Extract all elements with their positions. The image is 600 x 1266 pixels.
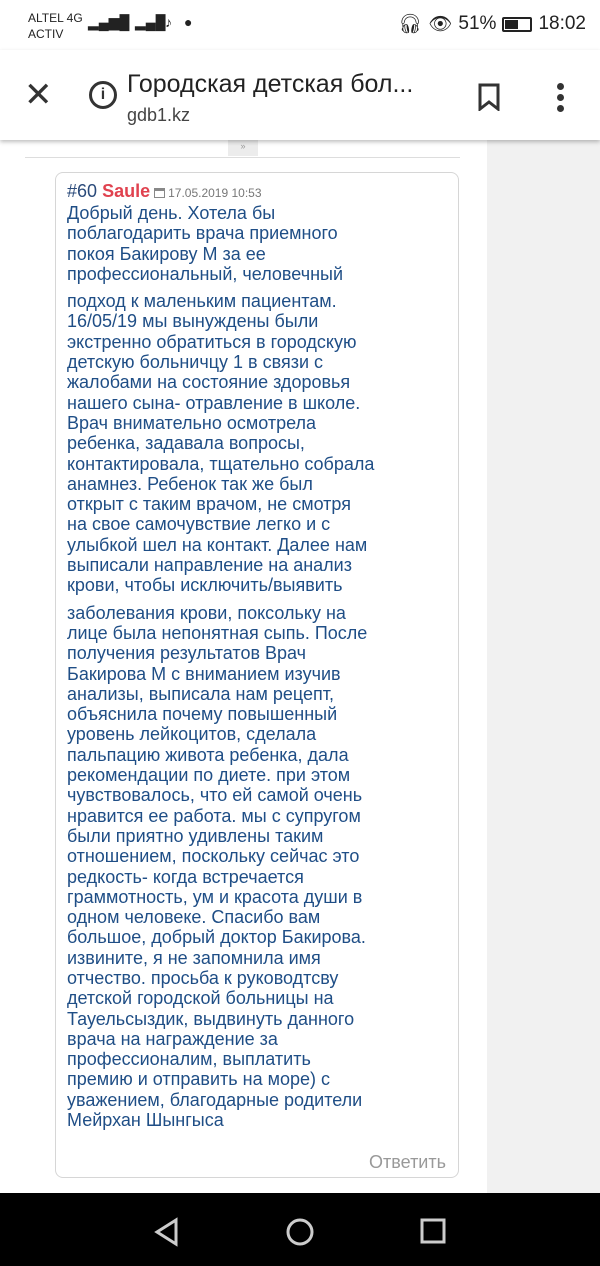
page-title: Городская детская бол... bbox=[127, 70, 414, 98]
comment-line: рекомендации по диете. при этом bbox=[67, 765, 351, 786]
comment-line: чувствовалось, что ей самой очень bbox=[67, 785, 363, 806]
comment-line: профессионалим, выплатить bbox=[67, 1049, 311, 1070]
comment-line: анамнез. Ребенок так же был bbox=[67, 473, 313, 494]
comment-line: улыбкой шел на контакт. Далее нам bbox=[67, 534, 368, 555]
comment-line: жалобами на состояние здоровья bbox=[67, 372, 351, 393]
clock: 18:02 bbox=[538, 13, 586, 34]
comment-card bbox=[55, 172, 459, 1178]
comment-line: отчество. просьба к руководтсву bbox=[67, 967, 339, 988]
close-icon[interactable]: ✕ bbox=[24, 76, 53, 114]
comment-line: уважением, благодарные родители bbox=[67, 1089, 363, 1110]
comment-line: анализы, выписала нам рецепт, bbox=[67, 683, 335, 704]
info-icon[interactable]: i bbox=[89, 81, 117, 109]
browser-toolbar bbox=[0, 50, 600, 140]
comment-line: Мейрхан Шынгыса bbox=[67, 1110, 224, 1131]
page-url: gdb1.kz bbox=[127, 105, 191, 125]
music-icon: ♪ bbox=[165, 14, 172, 30]
comment-line: подход к маленьким пациентам. bbox=[67, 291, 337, 312]
comment-line: граммотность, ум и красота души в bbox=[67, 886, 363, 907]
signal-icon: ▂▄▆█ bbox=[88, 14, 130, 30]
comment-line: 16/05/19 мы вынуждены были bbox=[67, 311, 319, 332]
headphones-icon: 🎧︎ bbox=[398, 14, 423, 35]
comment-line: ребенка, задавала вопросы, bbox=[67, 433, 305, 454]
comment-line: на свое самочувствие легко и с bbox=[67, 514, 331, 535]
comment-body bbox=[67, 203, 374, 1130]
comment-line: профессиональный, человечный bbox=[67, 263, 344, 284]
comment-line: редкость- когда встречается bbox=[67, 866, 304, 887]
comment-line: детской городской больницы на bbox=[67, 988, 334, 1009]
battery-icon bbox=[502, 17, 532, 32]
comment-line: экстренно обратиться в городскую bbox=[67, 331, 357, 352]
comment-line: Добрый день. Хотела бы bbox=[67, 203, 276, 223]
comment-line: получения результатов Врач bbox=[67, 643, 307, 664]
comment-line: нравится ее работа. мы с супругом bbox=[67, 805, 361, 826]
comment-line: детскую больничцу 1 в связи с bbox=[67, 352, 324, 373]
reply-button[interactable]: Ответить bbox=[369, 1152, 446, 1172]
comment-line: поблагодарить врача приемного bbox=[67, 223, 338, 244]
comment-date: 17.05.2019 10:53 bbox=[168, 186, 262, 200]
comment-line: большое, добрый доктор Бакирова. bbox=[67, 927, 366, 948]
carrier-label bbox=[28, 10, 83, 42]
home-icon[interactable] bbox=[285, 1217, 315, 1247]
comment-line: были приятно удивлены таким bbox=[67, 825, 324, 846]
calendar-icon bbox=[154, 188, 165, 198]
signal-icon-2: ▂▄█ bbox=[135, 14, 166, 30]
comment-line: крови, чтобы исключить/выявить bbox=[67, 575, 343, 596]
comment-line: лице была непонятная сыпь. После bbox=[67, 622, 368, 643]
comment-line: извините, я не запомнила имя bbox=[67, 947, 321, 968]
expand-tab[interactable]: » bbox=[228, 140, 258, 156]
carrier-1: ALTEL 4G bbox=[28, 11, 83, 25]
comment-line: премию и отправить на море) с bbox=[67, 1069, 330, 1090]
app-icon: ● bbox=[184, 14, 193, 30]
recents-icon[interactable] bbox=[419, 1217, 447, 1245]
comment-line: Врач внимательно осмотрела bbox=[67, 412, 317, 433]
comment-line: пальпацию живота ребенка, дала bbox=[67, 744, 349, 765]
comment-line: покоя Бакирову М за ее bbox=[67, 243, 266, 264]
comment-line: контактировала, тщательно собрала bbox=[67, 453, 375, 474]
comment-line: врача на награждение за bbox=[67, 1028, 278, 1049]
comment-header bbox=[67, 181, 262, 202]
navigation-bar bbox=[0, 1193, 600, 1266]
comment-line: заболевания крови, поксольку на bbox=[67, 602, 346, 623]
comment-author[interactable]: Saule bbox=[102, 181, 151, 201]
comment-number[interactable]: #60 bbox=[67, 181, 98, 201]
divider bbox=[25, 157, 460, 158]
carrier-2: ACTIV bbox=[28, 27, 64, 41]
comment-line: отношением, поскольку сейчас это bbox=[67, 846, 360, 867]
eye-icon: 👁︎ bbox=[428, 14, 453, 35]
more-options-icon[interactable] bbox=[555, 83, 565, 113]
bookmark-icon[interactable] bbox=[478, 83, 500, 111]
status-bar bbox=[0, 0, 600, 50]
comment-line: выписали направление на анализ bbox=[67, 555, 352, 576]
comment-line: одном человеке. Спасибо вам bbox=[67, 907, 321, 928]
comment-line: Бакирова М с вниманием изучив bbox=[67, 663, 341, 684]
comment-line: Тауельсыздик, выдвинуть данного bbox=[67, 1008, 355, 1029]
battery-percent: 51% bbox=[458, 13, 497, 34]
back-icon[interactable] bbox=[152, 1217, 182, 1247]
side-margin bbox=[487, 140, 600, 1193]
page-content bbox=[0, 140, 600, 1193]
comment-line: открыт с таким врачом, не смотря bbox=[67, 494, 351, 515]
comment-line: нашего сына- отравление в школе. bbox=[67, 392, 361, 413]
comment-line: уровень лейкоцитов, сделала bbox=[67, 724, 317, 745]
comment-line: объяснила почему повышенный bbox=[67, 704, 338, 725]
